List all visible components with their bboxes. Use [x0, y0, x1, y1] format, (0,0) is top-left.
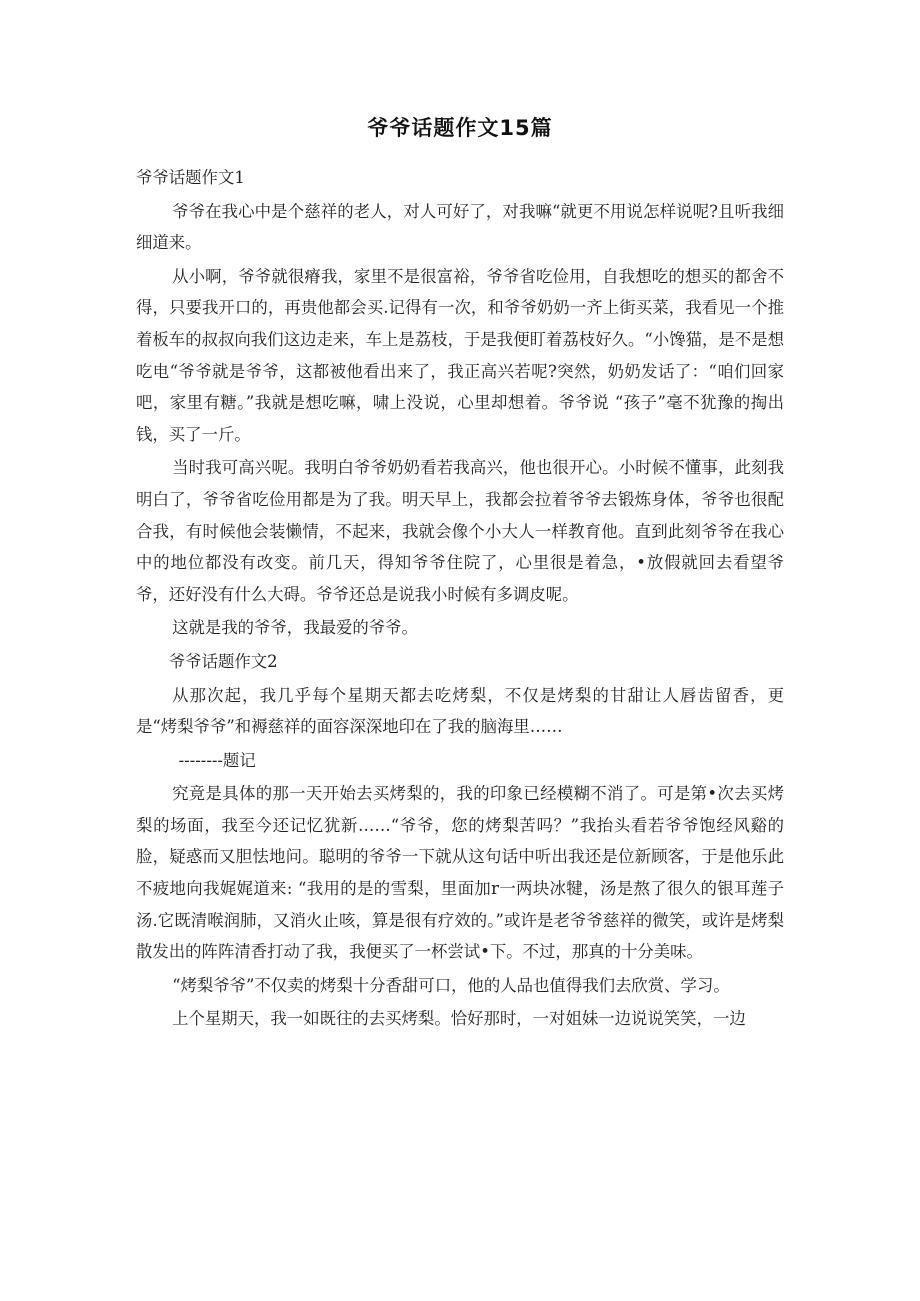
section-heading: 爷爷话题作文2 [168, 651, 278, 671]
page-title: 爷爷话题作文15篇 [367, 116, 553, 140]
epigraph-note: --------题记 [178, 750, 256, 770]
paragraph: 从小啊，爷爷就很瘠我，家里不是很富裕，爷爷省吃俭用，自我想吃的想买的都舍不得，只要我开口的，再贵他都会买.记得有一次，和爷爷奶奶一齐上街买菜，我看见一个推着板车的叔叔向我们这边走来，车上是荔枝，于是我便盯着荔枝好久。“小馋猫，是不是想吃电“爷爷就是爷爷，这都被他看出来了，我正高兴若呢?突然，奶奶发话了：“咱们回家吧，家里有糖。”我就是想吃嘛，啸上没说，心里却想着。爷爷说 “孩子”毫不犹豫的掏出钱，买了一斤。 [136, 266, 784, 444]
paragraph: 从那次起，我几乎每个星期天都去吃烤梨，不仅是烤梨的甘甜让人唇齿留香，更是“烤梨爷爷”和褥慈祥的面容深深地印在了我的脑海里…… [136, 685, 784, 737]
paragraph: “烤梨爷爷”不仅卖的烤梨十分香甜可口，他的人品也值得我们去欣赏、学习。 [172, 975, 730, 995]
paragraph: 这就是我的爷爷，我最爱的爷爷。 [172, 618, 418, 638]
document-body [136, 162, 784, 1037]
paragraph: 上个星期天，我一如既往的去买烤梨。恰好那时，一对姐妹一边说说笑笑，一边 [172, 1009, 746, 1029]
section-heading: 爷爷话题作文1 [136, 168, 245, 187]
paragraph: 当时我可高兴呢。我明白爷爷奶奶看若我高兴，他也很开心。小时候不懂事，此刻我明白了，爷爷省吃俭用都是为了我。明天早上，我都会拉着爷爷去锻炼身体，爷爷也很配合我，有时候他会装懒情，不起来，我就会像个小大人一样教育他。直到此刻爷爷在我心中的地位都没有改变。前几天，得知爷爷住院了，心里很是着急，•放假就回去看望爷爷，还好没有什么大碍。爷爷还总是说我小时候有多调皮呢。 [136, 458, 784, 604]
paragraph: 究竟是具体的那一天开始去买烤梨的，我的印象已经模糊不消了。可是第•次去买烤梨的场面，我至今还记忆犹新……“爷爷，您的烤梨苦吗？”我抬头看若爷爷饱经风谿的脸，疑惑而又胆怯地问。聪明的爷爷一下就从这句话中听出我还是位新顾客，于是他乐此不疲地向我娓娓道来: “我用的是的雪梨，里面加r一两块冰犍，汤是熬了很久的银耳莲子汤.它既清喉润肺，又消火止咳，算是很有疗效的。”或许是老爷爷慈祥的微笑，或许是烤梨散发出的阵阵清香打动了我，我便买了一杯尝试•下。不过，那真的十分美味。 [136, 784, 784, 962]
paragraph: 爷爷在我心中是个慈祥的老人，对人可好了，对我嘛“就更不用说怎样说呢?且听我细细道来。 [136, 201, 784, 253]
